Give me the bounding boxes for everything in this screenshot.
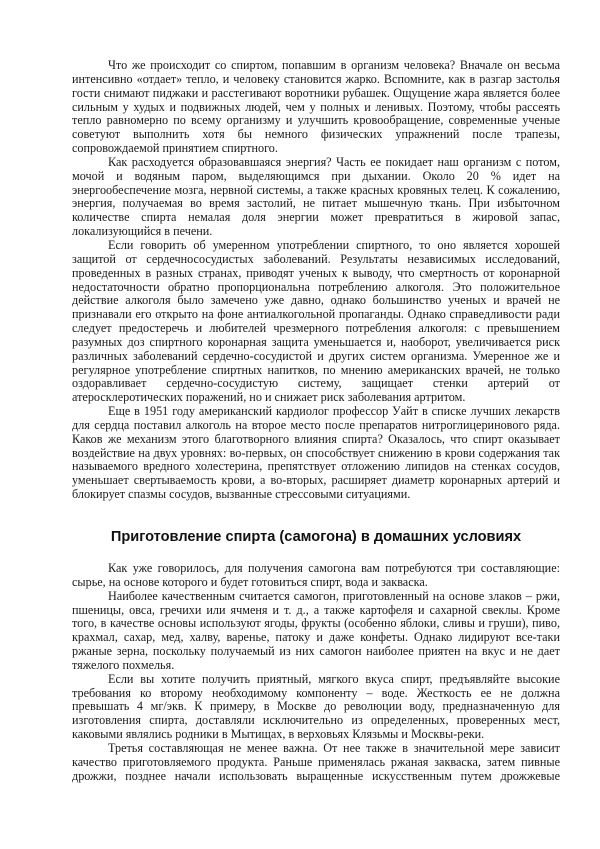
text-line: Третья составляющая не менее важна. От нее также в значительной мере зависит (108, 740, 560, 755)
text-line: качество приготовляемого продукта. Раньше применялась ржаная закваска, затем пивные (72, 754, 560, 769)
text-line: превышать 4 мг/экв. К примеру, в Москве до революции воду, предназначенную для (72, 699, 560, 714)
text-line: следует предостеречь и любителей чрезмерного потребления алкоголя: с превышением (72, 321, 560, 336)
text-line: Как расходуется образовавшаяся энергия? Часть ее покидает наш организм с потом, (108, 154, 560, 169)
paragraph (72, 156, 560, 239)
text-line: атеросклеротических поражений, но и снижает риск заболевания артритом. (72, 390, 466, 405)
text-line: оздоравливает сердечно-сосудистую систему, защищает стенки артерий от (72, 376, 560, 391)
text-line: действие алкоголя было замечено уже давно, однако большинство ученых и врачей не (72, 293, 560, 308)
section-heading: Приготовление спирта (самогона) в домашних условиях (110, 529, 522, 545)
text-line: Еще в 1951 году американский кардиолог профессор Уайт в списке лучших лекарств (108, 404, 560, 419)
text-line: уменьшает свертываемость крови, а во-вторых, расширяет диаметр коронарных артерий и (72, 473, 560, 488)
paragraph (72, 239, 560, 405)
text-line: признавали его открыто на фоне антиалкогольной пропаганды. Однако справедливости ради (72, 307, 560, 322)
text-line: тяжелого похмелья. (72, 657, 175, 672)
text-line: изготовления спирта, доставляли исключительно из определенных, проверенных мест, (72, 713, 560, 728)
text-line: каковыми являлись родники в Мытищах, в верховьях Клязьмы и Москвы-реки. (72, 727, 485, 742)
text-line: мочой и водяным паром, выделяющимся при дыхании. Около 20 % идет на (72, 168, 560, 183)
text-line: сильным у худых и подвижных людей, чем у полных и ленивых. Поэтому, чтобы рассеять (72, 99, 560, 114)
paragraph (72, 590, 560, 673)
text-line: советуют выполнить хотя бы немного физических упражнений после трапезы, (72, 127, 560, 142)
text-line: Наиболее качественным считается самогон, приготовленный на основе злаков – ржи, (108, 588, 560, 603)
text-line: локализующийся в печени. (72, 224, 213, 239)
text-line: различных заболеваний сердечно-сосудистой и других систем организма. Умеренное же и (72, 348, 560, 363)
text-line: Если вы хотите получить приятный, мягкого вкуса спирт, предъявляйте высокие (108, 671, 560, 686)
text-line: энергия, получаемая во время застолий, не питает мышечную ткань. При избыточном (72, 196, 560, 211)
text-line: интенсивно «отдает» тепло, и человеку становится жарко. Вспомните, как в разгар застолья (72, 71, 560, 86)
paragraph (72, 59, 560, 156)
text-line: требования ко второму необходимому компоненту – воде. Жесткость ее не должна (72, 685, 560, 700)
text-line: количестве спирта немалая доля энергии может превратиться в жировой запас, (72, 210, 560, 225)
text-line: защитой от сердечнососудистых заболеваний. Результаты независимых исследований, (72, 251, 560, 266)
text-line: для сердца поставил алкоголь на второе место после препаратов нитроглицеринового ряда. (72, 417, 560, 432)
text-line: пшеницы, овса, гречихи или ячменя и т. д., а также картофеля и сахарной свеклы. Кроме (72, 602, 560, 617)
text-line: энергообеспечение мозга, нервной системы, а также красных кровяных телец. К сожалению, (72, 182, 560, 197)
paragraph (72, 405, 560, 502)
section-health-effects (72, 59, 560, 502)
text-line: недостаточности обратно пропорциональна потреблению алкоголя. Это положительное (72, 279, 560, 294)
text-line: тепло равномерно по всему организму и улучшить кровообращение, современные ученые (72, 113, 560, 128)
text-line: того, в качестве основы используют ягоды, фрукты (особенно яблоки, сливы и груши), пиво, (72, 616, 560, 631)
text-line: ржаные зерна, поскольку получаемый из них самогон наиболее приятен на вкус и не дает (72, 644, 560, 659)
text-line: сопровождаемой принятием спиртного. (72, 141, 278, 156)
text-line: регулярное употребление спиртных напитков, по мнению американских врачей, не только (72, 362, 560, 377)
text-line: крахмал, сахар, мед, халву, варенье, патоку и даже конфеты. Однако лидируют все-таки (72, 630, 560, 645)
text-line: Что же происходит со спиртом, попавшим в организм человека? Вначале он весьма (108, 58, 560, 72)
text-line: гости снимают пиджаки и расстегивают воротники рубашек. Ощущение жара является более (72, 85, 560, 100)
section-home-distilling (72, 562, 560, 784)
text-line: Как уже говорилось, для получения самогона вам потребуются три составляющие: (108, 561, 560, 575)
text-line: дрожжи, позднее начали использовать выращенные искусственным путем дрожжевые (72, 768, 560, 783)
text-line: блокирует спазмы сосудов, вызванные стрессовыми ситуациями. (72, 487, 411, 502)
paragraph (72, 673, 560, 742)
text-line: называемого вредного холестерина, препятствует отложению липидов на стенках сосудов, (72, 459, 560, 474)
paragraph (72, 562, 560, 590)
text-line: воздействие на двух уровнях: во-первых, он способствует снижению в крови содержания так (72, 445, 560, 460)
paragraph (72, 742, 560, 784)
text-line: разумных доз спиртного коронарная защита уменьшается и, наоборот, увеличивается риск (72, 334, 560, 349)
text-line: Каков же механизм этого благотворного влияния спирта? Оказалось, что спирт оказывает (72, 431, 560, 446)
text-line: Если говорить об умеренном употреблении спиртного, то оно является хорошей (108, 237, 560, 252)
document-page (72, 59, 560, 784)
text-line: сырье, на основе которого и будет готовиться спирт, вода и закваска. (72, 574, 428, 589)
text-line: проведенных в разных странах, приводят ученых к выводу, что смертность от коронарной (72, 265, 560, 280)
